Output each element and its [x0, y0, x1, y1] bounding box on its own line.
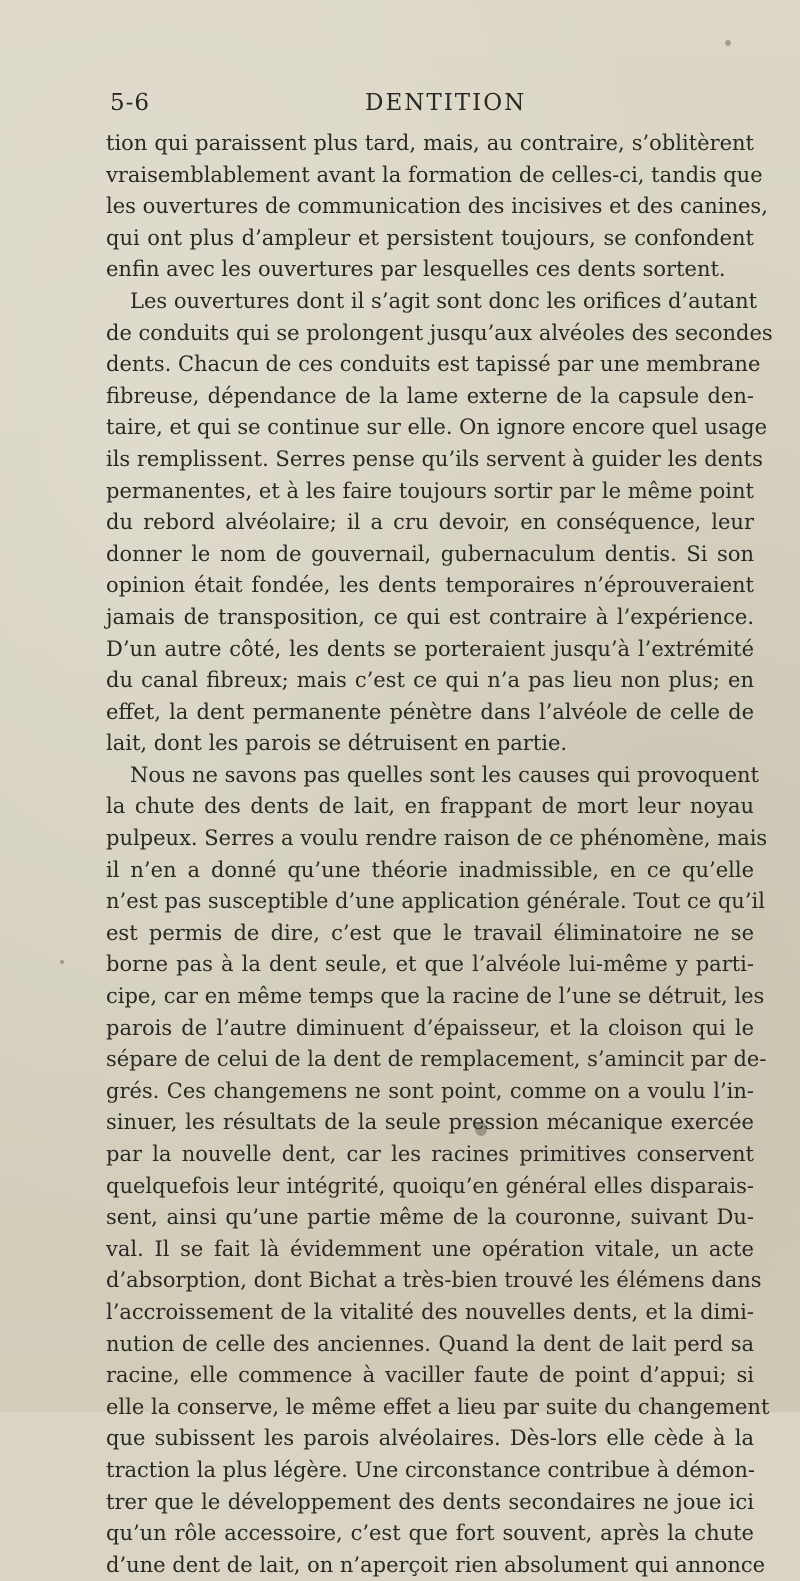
- ink-spot: [60, 960, 64, 964]
- text-line: opinion était fondée, les dents temporaires n’éprouveraient: [106, 573, 754, 598]
- running-title: DENTITION: [365, 90, 527, 116]
- text-line: elle la conserve, le même effet a lieu par suite du changement: [106, 1394, 770, 1419]
- text-line: racine, elle commence à vaciller faute de point d’appui; si: [106, 1363, 754, 1388]
- text-line: trer que le développement des dents secondaires ne joue ici: [106, 1489, 754, 1514]
- text-line: cipe, car en même temps que la racine de l’une se détruit, les: [106, 984, 765, 1009]
- text-line: est permis de dire, c’est que le travail éliminatoire ne se: [106, 920, 754, 945]
- text-line: effet, la dent permanente pénètre dans l’alvéole de celle de: [106, 699, 754, 724]
- paragraph-first-line: Les ouvertures dont il s’agit sont donc les orifices d’autant: [130, 288, 758, 313]
- text-line: traction la plus légère. Une circonstance contribue à démon-: [106, 1457, 755, 1482]
- text-line: que subissent les parois alvéolaires. Dès-lors elle cède à la: [106, 1426, 754, 1451]
- text-line: lait, dont les parois se détruisent en partie.: [106, 731, 568, 756]
- text-line: quelquefois leur intégrité, quoiqu’en général elles disparais-: [106, 1173, 754, 1198]
- text-line: donner le nom de gouvernail, gubernaculum dentis. Si son: [106, 541, 754, 566]
- ink-spot: [725, 40, 731, 46]
- text-line: qui ont plus d’ampleur et persistent toujours, se confondent: [106, 225, 754, 250]
- text-line: dents. Chacun de ces conduits est tapissé par une membrane: [106, 352, 761, 377]
- text-line: ils remplissent. Serres pense qu’ils servent à guider les dents: [106, 446, 763, 471]
- text-line: borne pas à la dent seule, et que l’alvéole lui-même y parti-: [106, 952, 754, 977]
- text-line: il n’en a donné qu’une théorie inadmissible, en ce qu’elle: [106, 857, 754, 882]
- text-line: D’un autre côté, les dents se porteraient jusqu’à l’extrémité: [106, 636, 754, 661]
- text-line: du rebord alvéolaire; il a cru devoir, en conséquence, leur: [106, 510, 754, 535]
- text-line: pulpeux. Serres a voulu rendre raison de ce phénomène, mais: [106, 826, 768, 851]
- page-number: 5-6: [110, 90, 151, 116]
- text-line: vraisemblablement avant la formation de celles-ci, tandis que: [106, 162, 763, 187]
- text-line: l’accroissement de la vitalité des nouvelles dents, et la dimi-: [106, 1299, 754, 1324]
- text-line: de conduits qui se prolongent jusqu’aux alvéoles des secondes: [106, 320, 773, 345]
- text-line: permanentes, et à les faire toujours sortir par le même point: [106, 478, 754, 503]
- paragraph-first-line: Nous ne savons pas quelles sont les causes qui provoquent: [130, 762, 759, 787]
- text-line: grés. Ces changemens ne sont point, comme on a voulu l’in-: [106, 1078, 754, 1103]
- text-line: taire, et qui se continue sur elle. On ignore encore quel usage: [106, 415, 768, 440]
- text-line: sépare de celui de la dent de remplacement, s’amincit par de-: [106, 1047, 767, 1072]
- text-line: du canal fibreux; mais c’est ce qui n’a pas lieu non plus; en: [106, 668, 754, 693]
- text-line: nution de celle des anciennes. Quand la dent de lait perd sa: [106, 1331, 754, 1356]
- text-line: parois de l’autre diminuent d’épaisseur, et la cloison qui le: [106, 1015, 754, 1040]
- text-line: la chute des dents de lait, en frappant de mort leur noyau: [106, 794, 754, 819]
- body-text: [106, 128, 773, 1581]
- text-line: d’une dent de lait, on n’aperçoit rien absolument qui annonce: [106, 1552, 766, 1577]
- text-line: par la nouvelle dent, car les racines primitives conservent: [106, 1142, 754, 1166]
- text-line: d’absorption, dont Bichat a très-bien trouvé les élémens dans: [106, 1268, 762, 1293]
- text-line: sinuer, les résultats de la seule pression mécanique exercée: [106, 1110, 754, 1135]
- text-line: les ouvertures de communication des incisives et des canines,: [106, 194, 768, 219]
- text-line: val. Il se fait là évidemment une opération vitale, un acte: [106, 1236, 754, 1261]
- text-line: qu’un rôle accessoire, c’est que fort souvent, après la chute: [106, 1521, 754, 1546]
- text-line: n’est pas susceptible d’une application générale. Tout ce qu’il: [106, 889, 765, 914]
- text-line: tion qui paraissent plus tard, mais, au contraire, s’oblitèrent: [106, 131, 754, 155]
- text-line: sent, ainsi qu’une partie même de la couronne, suivant Du-: [106, 1205, 754, 1230]
- text-line: fibreuse, dépendance de la lame externe de la capsule den-: [106, 383, 754, 408]
- text-line: jamais de transposition, ce qui est contraire à l’expérience.: [106, 604, 754, 629]
- text-line: enfin avec les ouvertures par lesquelles ces dents sortent.: [106, 257, 726, 282]
- running-head: [110, 90, 700, 126]
